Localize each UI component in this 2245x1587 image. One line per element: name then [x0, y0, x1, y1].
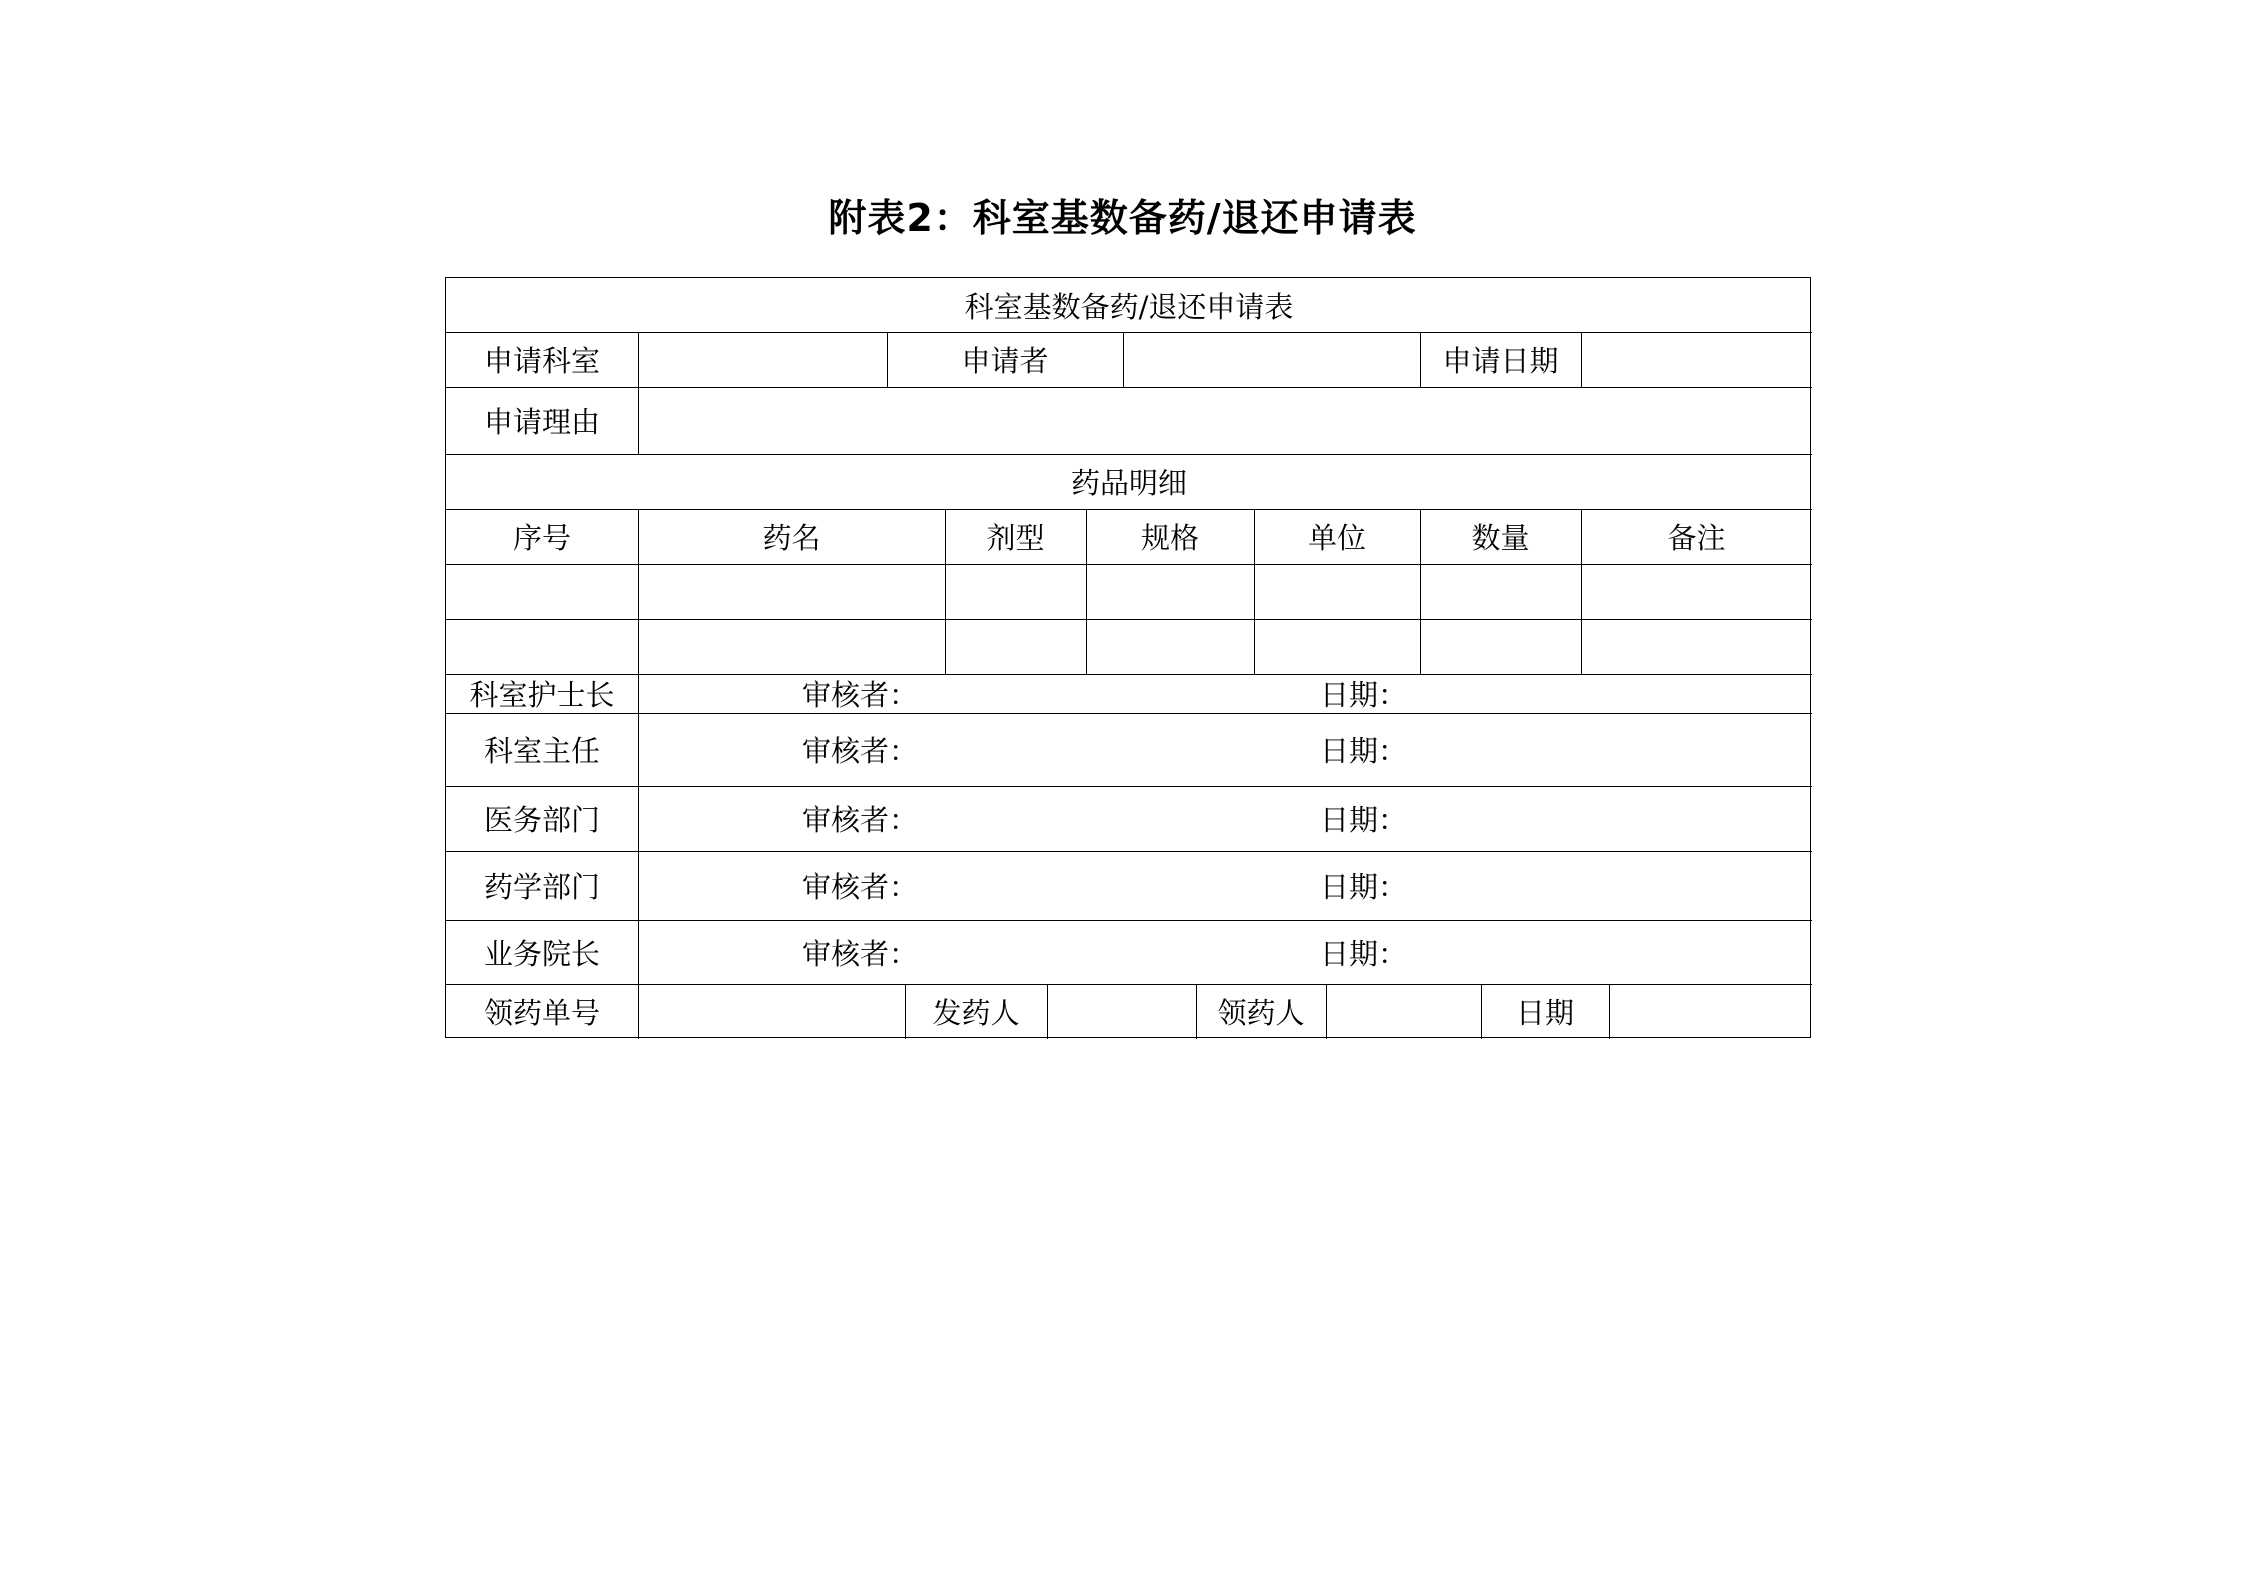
form-header: 科室基数备药/退还申请表 [964, 289, 1294, 324]
footer-date-label: 日期 [1515, 996, 1574, 1030]
footer-date-field[interactable] [1609, 984, 1812, 1039]
approval-role: 科室护士长 [469, 678, 615, 712]
applicant-field[interactable] [1123, 332, 1420, 387]
application-form [445, 277, 1811, 1038]
reviewer-label: 审核者： [802, 734, 919, 768]
column-header: 剂型 [986, 521, 1045, 555]
table-cell[interactable] [1254, 619, 1420, 674]
column-header: 单位 [1307, 521, 1366, 555]
table-cell[interactable] [945, 564, 1086, 619]
approval-role: 药学部门 [483, 870, 600, 904]
table-cell[interactable] [638, 564, 945, 619]
dept-field[interactable] [638, 332, 887, 387]
table-cell[interactable] [638, 619, 945, 674]
reason-label: 申请理由 [483, 405, 600, 439]
approval-role: 医务部门 [483, 803, 600, 837]
page-title: 附表2：科室基数备药/退还申请表 [828, 196, 1417, 240]
column-header: 规格 [1140, 521, 1199, 555]
row-divider [446, 920, 1812, 921]
table-cell[interactable] [1254, 564, 1420, 619]
reviewer-label: 审核者： [802, 803, 919, 837]
reviewer-label: 审核者： [802, 936, 919, 971]
reviewer-label: 审核者： [802, 678, 919, 712]
approval-date-label: 日期： [1320, 870, 1408, 904]
apply-date-label: 申请日期 [1442, 344, 1559, 378]
approval-role: 业务院长 [483, 936, 600, 971]
approval-date-label: 日期： [1320, 734, 1408, 768]
dispenser-field[interactable] [1047, 984, 1196, 1039]
table-cell[interactable] [446, 619, 638, 674]
applicant-label: 申请者 [961, 344, 1049, 378]
table-cell[interactable] [1420, 619, 1581, 674]
table-cell[interactable] [1581, 564, 1812, 619]
column-header: 数量 [1471, 521, 1530, 555]
approval-date-label: 日期： [1320, 936, 1408, 971]
row-divider [446, 713, 1812, 714]
dispenser-label: 发药人 [932, 996, 1020, 1030]
row-divider [446, 786, 1812, 787]
approval-role: 科室主任 [483, 734, 600, 768]
order-no-label: 领药单号 [483, 996, 600, 1030]
dept-label: 申请科室 [483, 344, 600, 378]
table-cell[interactable] [446, 564, 638, 619]
row-divider [446, 851, 1812, 852]
order-no-field[interactable] [638, 984, 905, 1039]
column-header: 序号 [512, 521, 571, 555]
column-header: 备注 [1667, 521, 1726, 555]
table-cell[interactable] [945, 619, 1086, 674]
apply-date-field[interactable] [1581, 332, 1812, 387]
reason-field[interactable] [638, 387, 1812, 454]
table-cell[interactable] [1420, 564, 1581, 619]
approval-date-label: 日期： [1320, 803, 1408, 837]
detail-header: 药品明细 [1070, 466, 1187, 500]
table-cell[interactable] [1086, 564, 1254, 619]
receiver-label: 领药人 [1217, 996, 1305, 1030]
receiver-field[interactable] [1326, 984, 1481, 1039]
table-cell[interactable] [1581, 619, 1812, 674]
table-cell[interactable] [1086, 619, 1254, 674]
column-header: 药名 [762, 521, 821, 555]
row-divider [446, 674, 1812, 675]
reviewer-label: 审核者： [802, 870, 919, 904]
approval-date-label: 日期： [1320, 678, 1408, 712]
